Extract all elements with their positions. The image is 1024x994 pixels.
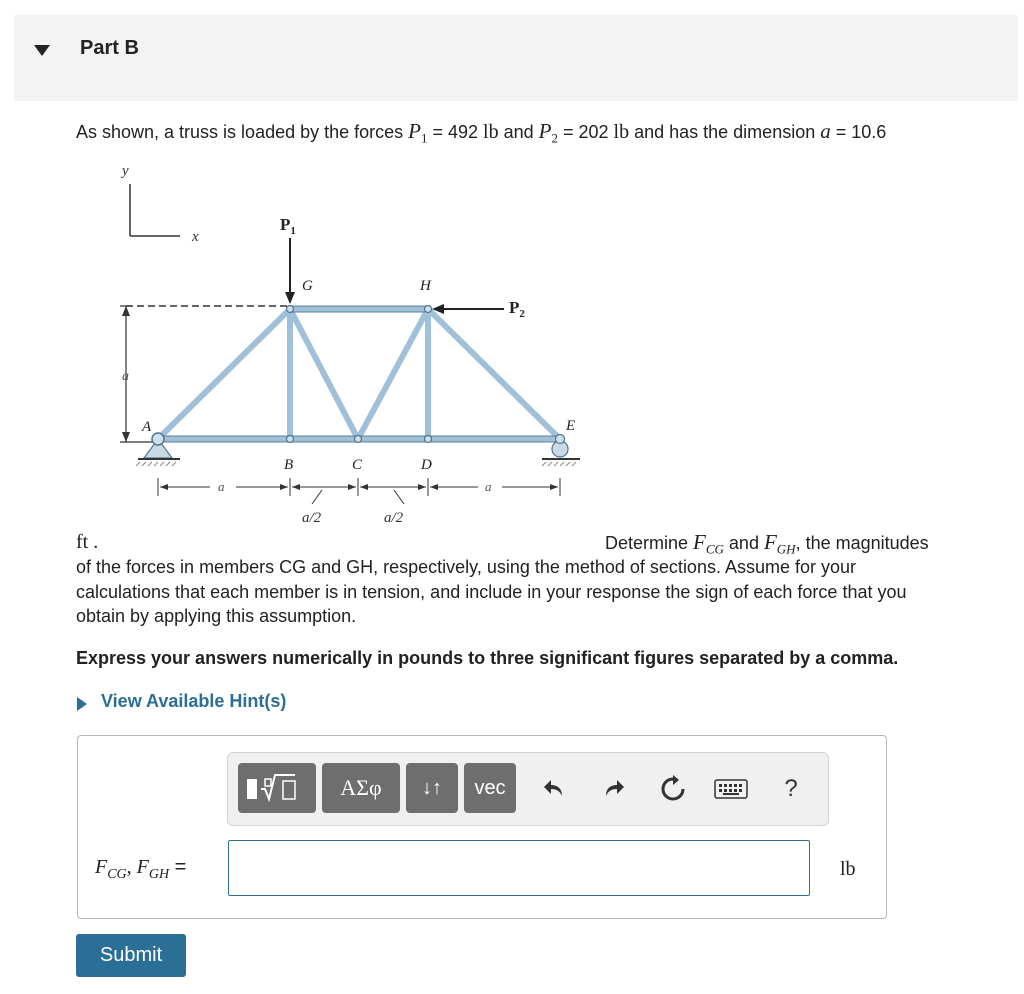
problem-intro: As shown, a truss is loaded by the forces $P_1 = 492$ lb and $P_2 = 202$ lb and has the dimension a = 10.6 bbox=[76, 119, 887, 146]
help-icon[interactable]: ? bbox=[784, 775, 798, 802]
load-p1 bbox=[280, 215, 296, 304]
vertical-dimension bbox=[120, 306, 160, 442]
view-hints-link[interactable]: View Available Hint(s) bbox=[101, 691, 287, 711]
collapse-triangle-icon[interactable] bbox=[34, 45, 50, 56]
member-ag bbox=[158, 309, 290, 439]
problem-line-4: obtain by applying this assumption. bbox=[76, 606, 357, 626]
dim-a-half-1: a/2 bbox=[302, 510, 322, 526]
member-he bbox=[428, 309, 560, 439]
unit-ft: ft . bbox=[76, 531, 99, 553]
submit-button[interactable]: Submit bbox=[76, 934, 186, 977]
templates-icon bbox=[243, 771, 311, 805]
coordinate-axes bbox=[120, 163, 199, 245]
problem-line-2: of the forces in members CG and GH, respectively, using the method of sections. Assume for your bbox=[76, 557, 857, 577]
undo-icon[interactable] bbox=[536, 770, 574, 808]
joint-c bbox=[355, 436, 362, 443]
dim-a-left: a bbox=[218, 479, 225, 494]
axis-x-label: x bbox=[192, 229, 199, 245]
part-header[interactable] bbox=[14, 15, 1018, 101]
problem-line-3: calculations that each member is in tension, and include in your response the sign of each force that you bbox=[76, 582, 907, 602]
truss-figure bbox=[100, 152, 600, 530]
instruction-text: Express your answers numerically in pounds to three significant figures separated by a comma. bbox=[76, 648, 899, 668]
joint-g bbox=[287, 306, 294, 313]
arrows-button[interactable]: ↓↑ bbox=[406, 763, 458, 813]
member-gc bbox=[290, 309, 358, 439]
dim-a-vertical: a bbox=[122, 369, 129, 384]
dim-a-right: a bbox=[485, 479, 492, 494]
answer-label: $F_{CG}$, $F_{GH}$ = bbox=[95, 856, 187, 882]
node-label-g: G bbox=[302, 278, 313, 294]
problem-determine: Determine $F_{CG}$ and $F_{GH}$, the magnitudes bbox=[605, 530, 929, 557]
joint-d bbox=[425, 436, 432, 443]
templates-button[interactable] bbox=[238, 763, 316, 813]
keyboard-icon[interactable] bbox=[712, 770, 750, 808]
answer-unit: lb bbox=[840, 858, 856, 880]
truss-members bbox=[158, 309, 560, 439]
reset-icon[interactable] bbox=[654, 770, 692, 808]
node-label-b: B bbox=[284, 457, 294, 473]
dim-a-half-2: a/2 bbox=[384, 510, 404, 526]
node-label-e: E bbox=[566, 418, 576, 434]
joint-b bbox=[287, 436, 294, 443]
load-p2-label: $P_2$ bbox=[509, 298, 525, 320]
load-p2 bbox=[432, 298, 525, 320]
node-label-h: H bbox=[420, 278, 431, 294]
node-label-a: A bbox=[142, 419, 152, 435]
part-title: Part B bbox=[80, 37, 139, 59]
load-p1-label: $P_1$ bbox=[280, 215, 296, 237]
joint-h bbox=[425, 306, 432, 313]
axis-y-label: y bbox=[122, 163, 129, 179]
truss-joints bbox=[287, 306, 432, 443]
node-label-d: D bbox=[421, 457, 432, 473]
redo-icon[interactable] bbox=[594, 770, 632, 808]
greek-symbols-button[interactable]: ΑΣφ bbox=[322, 763, 400, 813]
vector-button[interactable]: vec bbox=[464, 763, 516, 813]
member-ch bbox=[358, 309, 428, 439]
hint-expand-icon[interactable] bbox=[77, 697, 87, 711]
node-label-c: C bbox=[352, 457, 363, 473]
answer-input[interactable] bbox=[228, 840, 810, 896]
